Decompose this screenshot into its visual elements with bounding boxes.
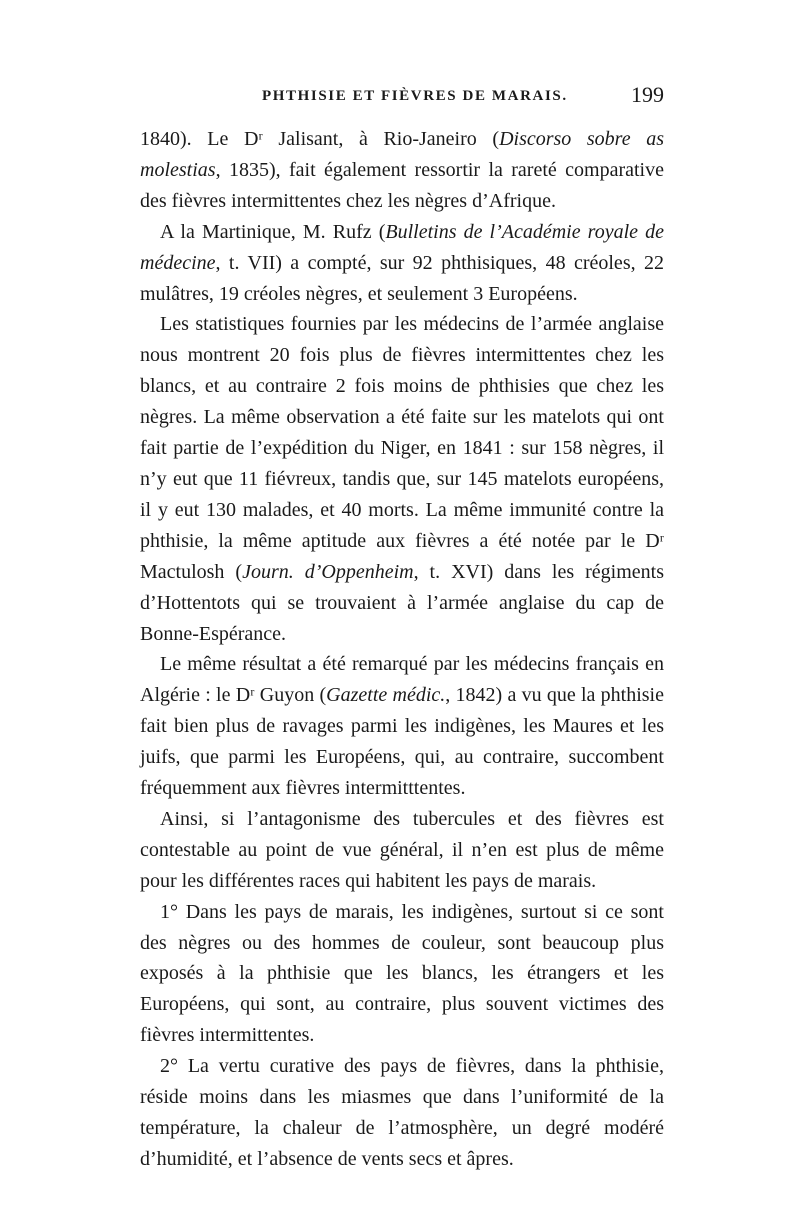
italic-citation: Discorso sobre as molestias (140, 128, 664, 181)
paragraph (140, 804, 664, 897)
paragraph (140, 309, 664, 649)
text-segment: Le même résultat a été remarqué par les médecins français en Algérie : le Dʳ Guyon ( (140, 653, 664, 707)
paragraph (140, 897, 664, 1052)
paragraph (140, 217, 664, 310)
paragraph (140, 124, 664, 217)
text-segment: Ainsi, si l’antagonisme des tubercules et des fièvres est contestable au point de vue général, il n’en est plus de même pour les différentes races qui habitent les pays de marais. (140, 807, 664, 892)
italic-citation: Gazette médic. (326, 684, 446, 707)
text-segment: , t. XVI) dans les régiments d’Hottentots qui se trouvaient à l’armée anglaise du cap de Bonne-Espérance. (140, 560, 664, 645)
text-segment: , 1835), fait également ressortir la rareté comparative des fièvres intermittentes chez les nègres d’Afrique. (140, 158, 664, 212)
text-segment: 2° La vertu curative des pays de fièvres, dans la phthisie, réside moins dans les miasmes que dans l’uniformité de la température, la chaleur de l’atmosphère, un degré modéré d’humidité, et l’absence de vents secs et âpres. (140, 1055, 664, 1170)
italic-citation: Journ. d’Oppenheim (242, 560, 414, 583)
text-segment: 1° Dans les pays de marais, les indigènes, surtout si ce sont des nègres ou des hommes de couleur, sont beaucoup plus exposés à la phthisie que les blancs, les étrangers et les Européens, qui sont, au contraire, plus souvent victimes des fièvres intermittentes. (140, 900, 664, 1047)
body-text (140, 124, 664, 1175)
paragraph (140, 649, 664, 804)
page-header (140, 82, 664, 122)
running-title: PHTHISIE ET FIÈVRES DE MARAIS. (262, 88, 568, 104)
text-segment: , 1842) a vu que la phthisie fait bien plus de ravages parmi les indigènes, les Maures et les juifs, que parmi les Européens, qui, au contraire, succombent fréquemment aux fièvres intermitttentes. (140, 684, 664, 800)
page-number: 199 (631, 82, 664, 107)
italic-citation: Bulletins de l’Académie royale de médecine (140, 220, 664, 274)
text-segment: A la Martinique, M. Rufz ( (160, 220, 386, 243)
text-segment: Les statistiques fournies par les médecins de l’armée anglaise nous montrent 20 fois plus de fièvres intermittentes chez les blancs, et au contraire 2 fois moins de phthisies que chez les nègres. La même observation a été faite sur les matelots qui ont fait partie de l’expédition du Niger, en 1841 : sur 158 nègres, il n’y eut que 11 fiévreux, tandis que, sur 145 matelots européens, il y eut 130 malades, et 40 morts. La même immunité contre la phthisie, la même aptitude aux fièvres a été notée par le Dʳ Mactulosh ( (140, 313, 664, 583)
paragraph (140, 1051, 664, 1175)
text-segment: , t. VII) a compté, sur 92 phthisiques, 48 créoles, 22 mulâtres, 19 créoles nègres, et seulement 3 Européens. (140, 251, 664, 305)
text-segment: 1840). Le Dʳ Jalisant, à Rio-Janeiro ( (140, 128, 500, 150)
